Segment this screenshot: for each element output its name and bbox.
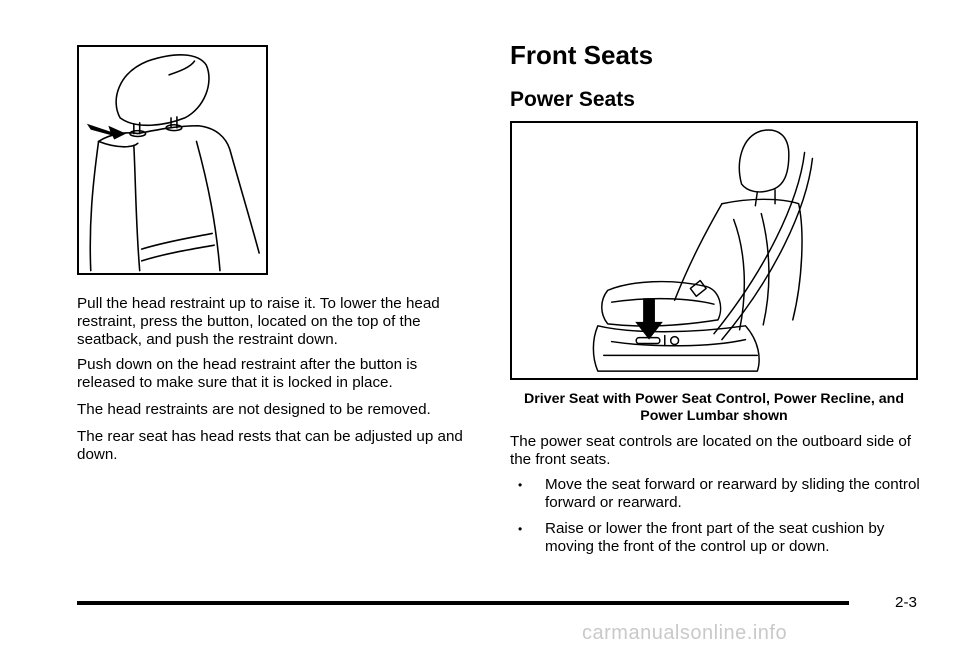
control-arrow bbox=[635, 298, 663, 339]
paragraph-rear-seat: The rear seat has head rests that can be adjusted up and down. bbox=[77, 428, 463, 463]
headrest-illustration bbox=[77, 45, 268, 275]
subsection-heading: Power Seats bbox=[510, 88, 635, 111]
page-number: 2-3 bbox=[895, 594, 917, 611]
watermark: carmanualsonline.info bbox=[582, 622, 788, 644]
headrest-drawing bbox=[79, 47, 266, 273]
paragraph-controls-location: The power seat controls are located on the outboard side of the front seats. bbox=[510, 433, 912, 468]
paragraph-not-removable: The head restraints are not designed to be removed. bbox=[77, 401, 431, 418]
power-seat-illustration bbox=[510, 121, 918, 380]
paragraph-raise-lower: Pull the head restraint up to raise it. To lower the head restraint, press the button, located on the top of the seatback, and push the restraint down. bbox=[77, 295, 440, 348]
bullet-text: Raise or lower the front part of the seat cushion by moving the front of the control up or down. bbox=[545, 520, 885, 555]
power-seat-drawing bbox=[512, 123, 916, 378]
figure-caption: Driver Seat with Power Seat Control, Power Recline, and Power Lumbar shown bbox=[523, 391, 904, 424]
section-heading: Front Seats bbox=[510, 40, 654, 70]
bullet-marker: • bbox=[518, 478, 523, 492]
paragraph-push-down: Push down on the head restraint after the button is released to make sure that it is locked in place. bbox=[77, 356, 418, 391]
bullet-marker: • bbox=[518, 522, 523, 536]
footer-rule bbox=[77, 601, 849, 605]
bullet-text: Move the seat forward or rearward by sliding the control forward or rearward. bbox=[545, 476, 920, 511]
